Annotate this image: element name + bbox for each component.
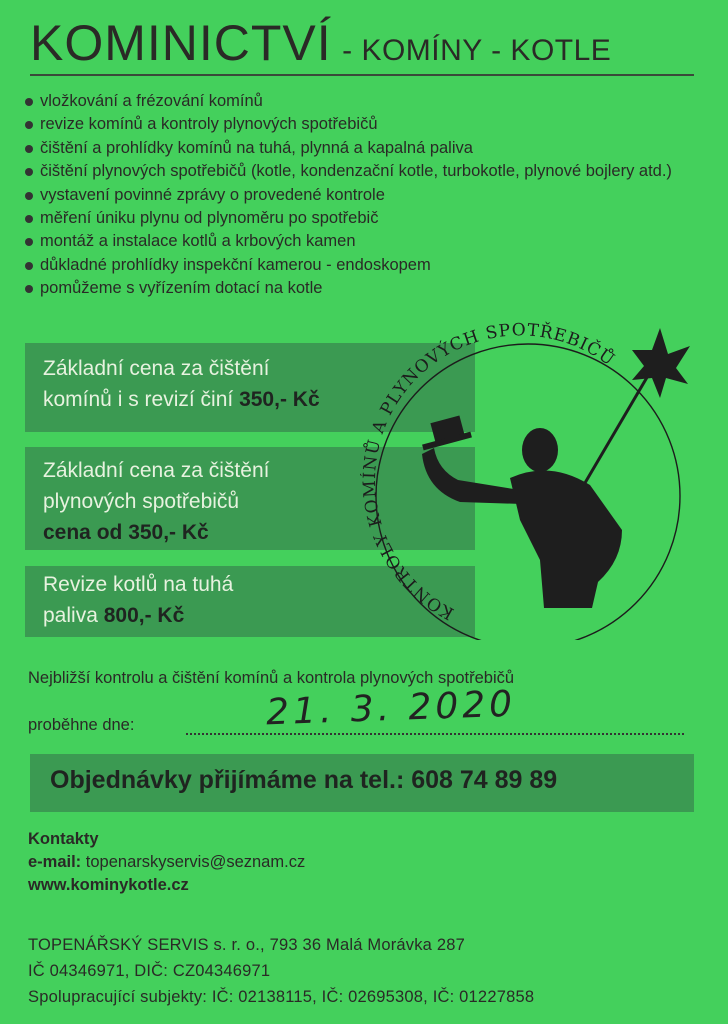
- price-line: Základní cena za čištění: [43, 459, 270, 482]
- price-line-text: komínů i s revizí činí: [43, 388, 234, 411]
- price-value: 350,- Kč: [239, 388, 320, 411]
- service-item: měření úniku plynu od plynoměru po spotřebič: [22, 207, 682, 230]
- company-footer: [28, 932, 534, 1010]
- website-link[interactable]: www.kominykotle.cz: [28, 876, 189, 894]
- title-divider: [30, 74, 694, 76]
- service-item: čištění plynových spotřebičů (kotle, kondenzační kotle, turbokotle, plynové bojlery atd.): [22, 160, 682, 183]
- price-line: Revize kotlů na tuhá: [43, 573, 234, 596]
- next-inspection-label: proběhne dne:: [28, 716, 135, 734]
- service-item: vložkování a frézování komínů: [22, 90, 682, 113]
- price-line-text: paliva: [43, 604, 98, 627]
- title-row: [30, 14, 700, 72]
- service-item: čištění a prohlídky komínů na tuhá, plynná a kapalná paliva: [22, 137, 682, 160]
- contacts-block: [28, 828, 305, 897]
- service-item: vystavení povinné zprávy o provedené kontrole: [22, 184, 682, 207]
- footer-address: TOPENÁŘSKÝ SERVIS s. r. o., 793 36 Malá Morávka 287: [28, 936, 465, 954]
- price-line: Základní cena za čištění: [43, 357, 270, 380]
- footer-partners: Spolupracující subjekty: IČ: 02138115, IČ: 02695308, IČ: 01227858: [28, 988, 535, 1006]
- seal-text-path: KONTROLY KOMÍNŮ A PLYNOVÝCH SPOTŘEBIČŮ: [360, 320, 619, 624]
- service-item: pomůžeme s vyřízením dotací na kotle: [22, 277, 682, 300]
- chimney-sweep-icon: [422, 328, 690, 608]
- handwritten-date: 21. 3. 2020: [265, 683, 517, 734]
- email-link[interactable]: topenarskyservis@seznam.cz: [85, 853, 306, 871]
- price-value: cena od 350,- Kč: [43, 521, 209, 544]
- services-list: [22, 90, 682, 301]
- date-dotted-line: [186, 733, 684, 735]
- service-item: revize komínů a kontroly plynových spotřebičů: [22, 113, 682, 136]
- price-line: plynových spotřebičů: [43, 490, 240, 513]
- service-item: důkladné prohlídky inspekční kamerou - endoskopem: [22, 254, 682, 277]
- email-label: e-mail:: [28, 853, 82, 871]
- page-subtitle: - KOMÍNY - KOTLE: [342, 34, 612, 67]
- contacts-heading: Kontakty: [28, 830, 99, 848]
- chimney-sweep-seal: [360, 320, 690, 640]
- next-inspection-sentence: Nejbližší kontrolu a čištění komínů a kontrola plynových spotřebičů: [28, 669, 515, 687]
- price-value: 800,- Kč: [103, 604, 185, 627]
- page-title: KOMINICTVÍ: [30, 15, 332, 71]
- service-item: montáž a instalace kotlů a krbových kamen: [22, 230, 682, 253]
- footer-ids: IČ 04346971, DIČ: CZ04346971: [28, 962, 271, 980]
- order-phone-text: Objednávky přijímáme na tel.: 608 74 89 89: [50, 766, 558, 794]
